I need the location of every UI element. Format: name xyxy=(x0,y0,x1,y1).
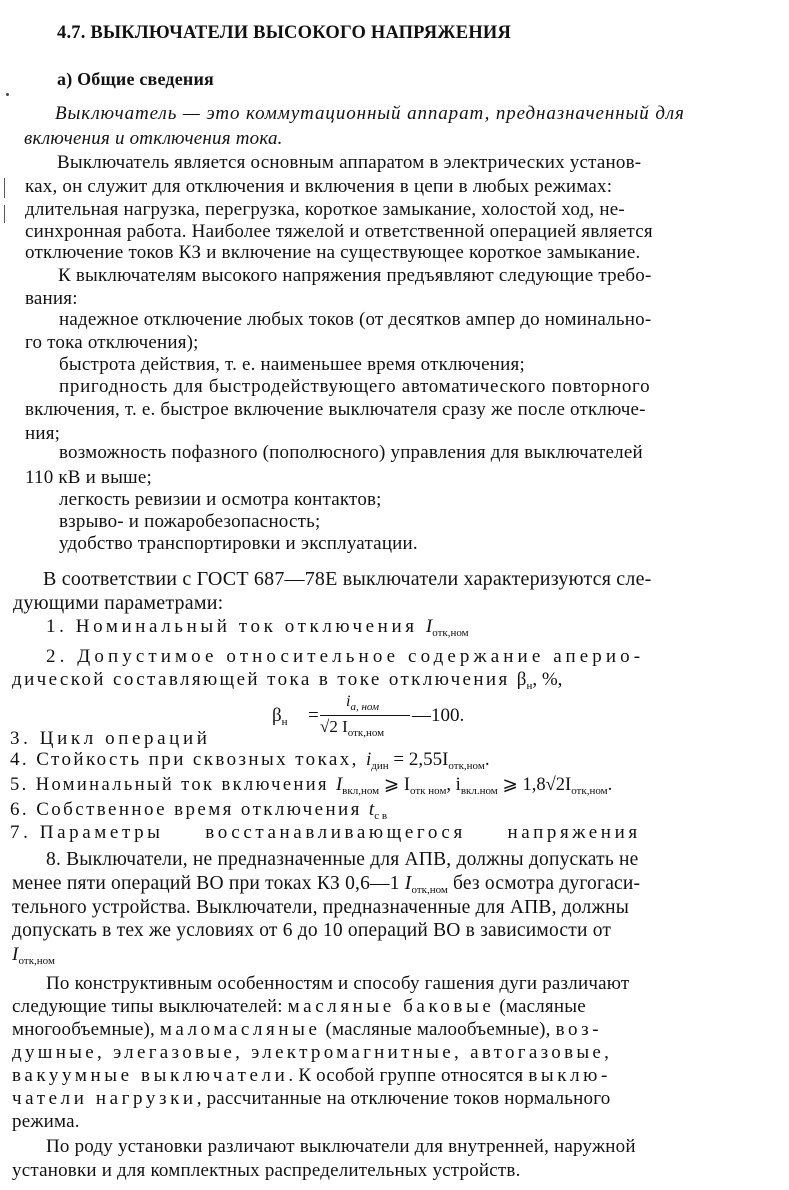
item8-symbol: I xyxy=(404,873,412,894)
types-line: душные, элегазовые, электромагнитные, автогазовые, xyxy=(12,1042,613,1063)
param-5-label: 5. Номинальный ток включения xyxy=(10,775,329,795)
types-text: следующие типы выключателей: xyxy=(12,996,288,1017)
param-7: 7. Параметры восстанавливающегося напряжения xyxy=(10,822,641,843)
requirement-line: взрыво- и пожаробезопасность; xyxy=(59,511,321,532)
types-line xyxy=(12,1019,602,1041)
types-line: режима. xyxy=(12,1111,80,1132)
param-4-formula: = 2,55I xyxy=(388,749,449,770)
requirement-line: быстрота действия, т. е. наименьшее время отключения; xyxy=(59,354,525,375)
types-line: По конструктивным особенностям и способу гашения дуги различают xyxy=(46,973,630,994)
paragraph-line: вания: xyxy=(25,288,78,309)
types-text: , рассчитанные на отключение токов нормального xyxy=(196,1088,611,1109)
definition-line: включения и отключения тока. xyxy=(24,128,283,149)
item8-line xyxy=(12,944,55,968)
install-line: установки и для комплектных распределительных устройств. xyxy=(12,1160,521,1181)
item8-line xyxy=(12,873,640,897)
types-spaced: чатели нагрузки xyxy=(12,1088,197,1109)
types-line xyxy=(12,996,586,1018)
param-4-formula-sub: отк,ном xyxy=(448,760,485,772)
types-spaced: масляные баковые xyxy=(287,996,495,1017)
param-2: 2. Допустимое относительное содержание аперио- xyxy=(46,646,645,667)
param-1 xyxy=(46,616,469,640)
paragraph-line: ках, он служит для отключения и включения в цепи в любых режимах: xyxy=(25,176,613,197)
param-2-tail: , %, xyxy=(532,669,563,690)
fraction-bar xyxy=(320,715,410,716)
requirement-line: легкость ревизии и осмотра контактов; xyxy=(59,489,382,510)
item8-line: тельного устройства. Выключатели, предназначенные для АПВ, должны xyxy=(12,897,630,918)
requirement-line: надежное отключение любых токов (от десятков ампер до номинально- xyxy=(59,309,652,330)
param-1-label: 1. Номинальный ток отключения xyxy=(46,616,418,637)
paragraph-line: длительная нагрузка, перегрузка, короткое замыкание, холостой ход, не- xyxy=(25,199,625,220)
param-1-sub: отк,ном xyxy=(432,627,469,639)
param-5-sub4: отк,ном xyxy=(571,785,608,797)
param-5 xyxy=(10,774,615,798)
types-spaced: маломасляные xyxy=(159,1019,321,1040)
item8-text: менее пяти операций ВО при токах КЗ 0,6—1 xyxy=(12,873,400,894)
paragraph-line: К выключателям высокого напряжения предъявляют следующие требо- xyxy=(58,265,652,286)
param-5-symbol: I xyxy=(336,775,343,795)
beta-formula xyxy=(272,693,472,745)
formula-denominator: √2 $I_{отк,ном}$ xyxy=(320,717,385,739)
formula-equals: = xyxy=(308,705,319,726)
param-5-sub2: отк ном xyxy=(410,785,447,797)
param-6-label: 6. Собственное время отключения xyxy=(10,799,362,820)
formula-numerator: $i_{а, ном}$ xyxy=(346,693,380,713)
param-4-symbol: i xyxy=(365,749,372,770)
subsection-title: а) Общие сведения xyxy=(57,69,214,89)
requirement-line: удобство транспортировки и эксплуатации. xyxy=(59,533,418,554)
param-4-label: 4. Стойкость при сквозных токах, xyxy=(10,749,359,770)
types-spaced: вакуумные выключатели xyxy=(12,1065,289,1086)
param-6-symbol: t xyxy=(368,799,375,820)
item8-sub: отк,ном xyxy=(411,884,448,896)
param-2-label: дической составляющей тока в токе отключения xyxy=(12,669,510,690)
requirement-line: пригодность для быстродействующего автоматического повторного xyxy=(59,376,651,397)
item8-line: 8. Выключатели, не предназначенные для АПВ, должны допускать не xyxy=(46,849,639,870)
param-2-sub: н xyxy=(526,680,533,692)
types-line xyxy=(12,1088,610,1110)
requirement-line: ния; xyxy=(25,423,61,444)
param-5-sub1: вкл,ном xyxy=(342,785,380,797)
param-1-symbol: I xyxy=(425,616,433,637)
param-5-mid: ⩾ I xyxy=(379,775,411,795)
types-line xyxy=(12,1065,611,1087)
types-spaced: выклю- xyxy=(528,1065,611,1086)
scan-speck xyxy=(6,93,9,96)
item8-line: допускать в тех же условиях от 6 до 10 операций ВО в зависимости от xyxy=(12,920,612,941)
param-3: 3. Цикл операций xyxy=(10,728,211,749)
param-2-symbol: β xyxy=(516,669,527,690)
margin-mark xyxy=(4,178,5,198)
requirement-line: 110 кВ и выше; xyxy=(25,467,152,488)
item8-symbol: I xyxy=(12,944,19,965)
types-text: (масляные xyxy=(494,996,586,1017)
param-5-mid2: , i xyxy=(446,775,461,795)
types-text: . К особой группе относятся xyxy=(288,1065,529,1086)
item8-sub: отк,ном xyxy=(18,955,55,967)
requirement-line: включения, т. е. быстрое включение выключателя сразу же после отключе- xyxy=(25,399,646,420)
param-5-mid3: ⩾ 1,8√2I xyxy=(497,775,572,795)
param-2-cont xyxy=(12,669,562,693)
section-title: 4.7. ВЫКЛЮЧАТЕЛИ ВЫСОКОГО НАПРЯЖЕНИЯ xyxy=(57,23,512,43)
definition-line: Выключатель — это коммутационный аппарат, предназначенный для xyxy=(55,103,685,124)
formula-lhs: $\beta_н$ xyxy=(272,705,288,728)
margin-mark xyxy=(4,205,5,223)
types-text: многообъемные), xyxy=(12,1019,160,1040)
param-6 xyxy=(10,799,387,823)
param-6-sub: с в xyxy=(374,810,388,822)
formula-tail: —100. xyxy=(412,705,465,726)
paragraph-line: синхронная работа. Наиболее тяжелой и ответственной операцией является xyxy=(25,221,653,242)
paragraph-line: отключение токов КЗ и включение на существующее короткое замыкание. xyxy=(25,242,641,263)
types-text: (масляные малообъемные), xyxy=(320,1019,556,1040)
param-5-end: . xyxy=(607,775,615,795)
param-4-sub: дин xyxy=(371,760,389,772)
param-5-sub3: вкл.ном xyxy=(460,785,498,797)
requirement-line: возможность пофазного (пополюсного) управления для выключателей xyxy=(59,442,643,463)
param-4-end: . xyxy=(484,749,492,770)
install-line: По роду установки различают выключатели для внутренней, наружной xyxy=(46,1136,636,1157)
requirement-line: го тока отключения); xyxy=(25,332,199,353)
types-spaced: воз- xyxy=(555,1019,603,1040)
paragraph-line: дующими параметрами: xyxy=(13,592,224,614)
paragraph-line: В соответствии с ГОСТ 687—78Е выключатели характеризуются сле- xyxy=(43,568,652,590)
paragraph-line: Выключатель является основным аппаратом в электрических установ- xyxy=(57,152,642,173)
item8-tail: без осмотра дугогаси- xyxy=(447,873,641,894)
param-4 xyxy=(10,749,492,773)
